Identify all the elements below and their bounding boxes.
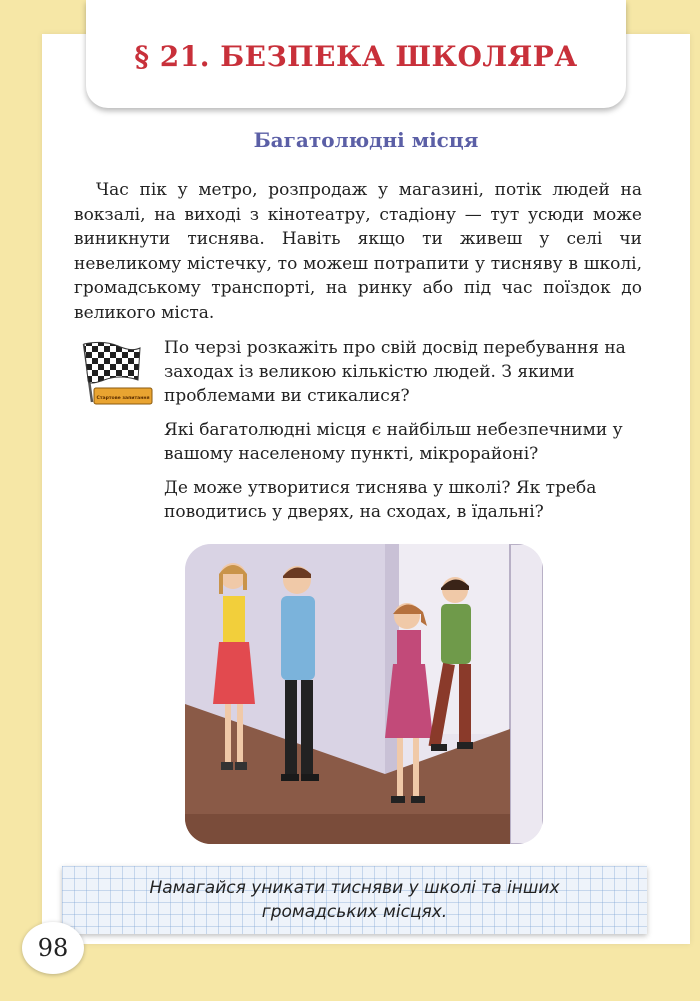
intro-paragraph: Час пік у метро, розпродаж у магазині, потік людей на вокзалі, на виході з кінотеатру, стадіону — тут усюди може виникнути тиснява. Навіть якщо ти живеш у селі чи невеликому містечку, то можеш потрапити у тисняву в школі, громадському транспорті, на ринку або під час поїздок до великого міста.: [74, 180, 642, 323]
page-title: § 21. БЕЗПЕКА ШКОЛЯРА: [134, 39, 578, 73]
section-subtitle: Багатолюдні місця: [253, 128, 479, 152]
question-item: Які багатолюдні місця є найбільш небезпечними у вашому населеному пункті, мікрорайоні?: [164, 420, 623, 464]
question-item: По черзі розкажіть про свій досвід перебування на заходах із великою кількістю людей. З якими проблемами ви стикалися?: [164, 338, 626, 406]
title-banner: [86, 0, 626, 108]
checkered-flag-icon: [74, 340, 156, 406]
question-item: Де може утворитися тиснява у школі? Як треба поводитись у дверях, на сходах, в їдальні?: [164, 478, 597, 522]
flag-label-text: Стартове запитання: [96, 396, 150, 401]
tip-text: Намагайся уникати тисняви у школі та інших громадських місцях.: [149, 878, 560, 922]
corridor-illustration: [185, 544, 543, 844]
questions-block: [164, 336, 644, 534]
tip-box: [62, 866, 647, 934]
page-number: 98: [22, 922, 84, 974]
